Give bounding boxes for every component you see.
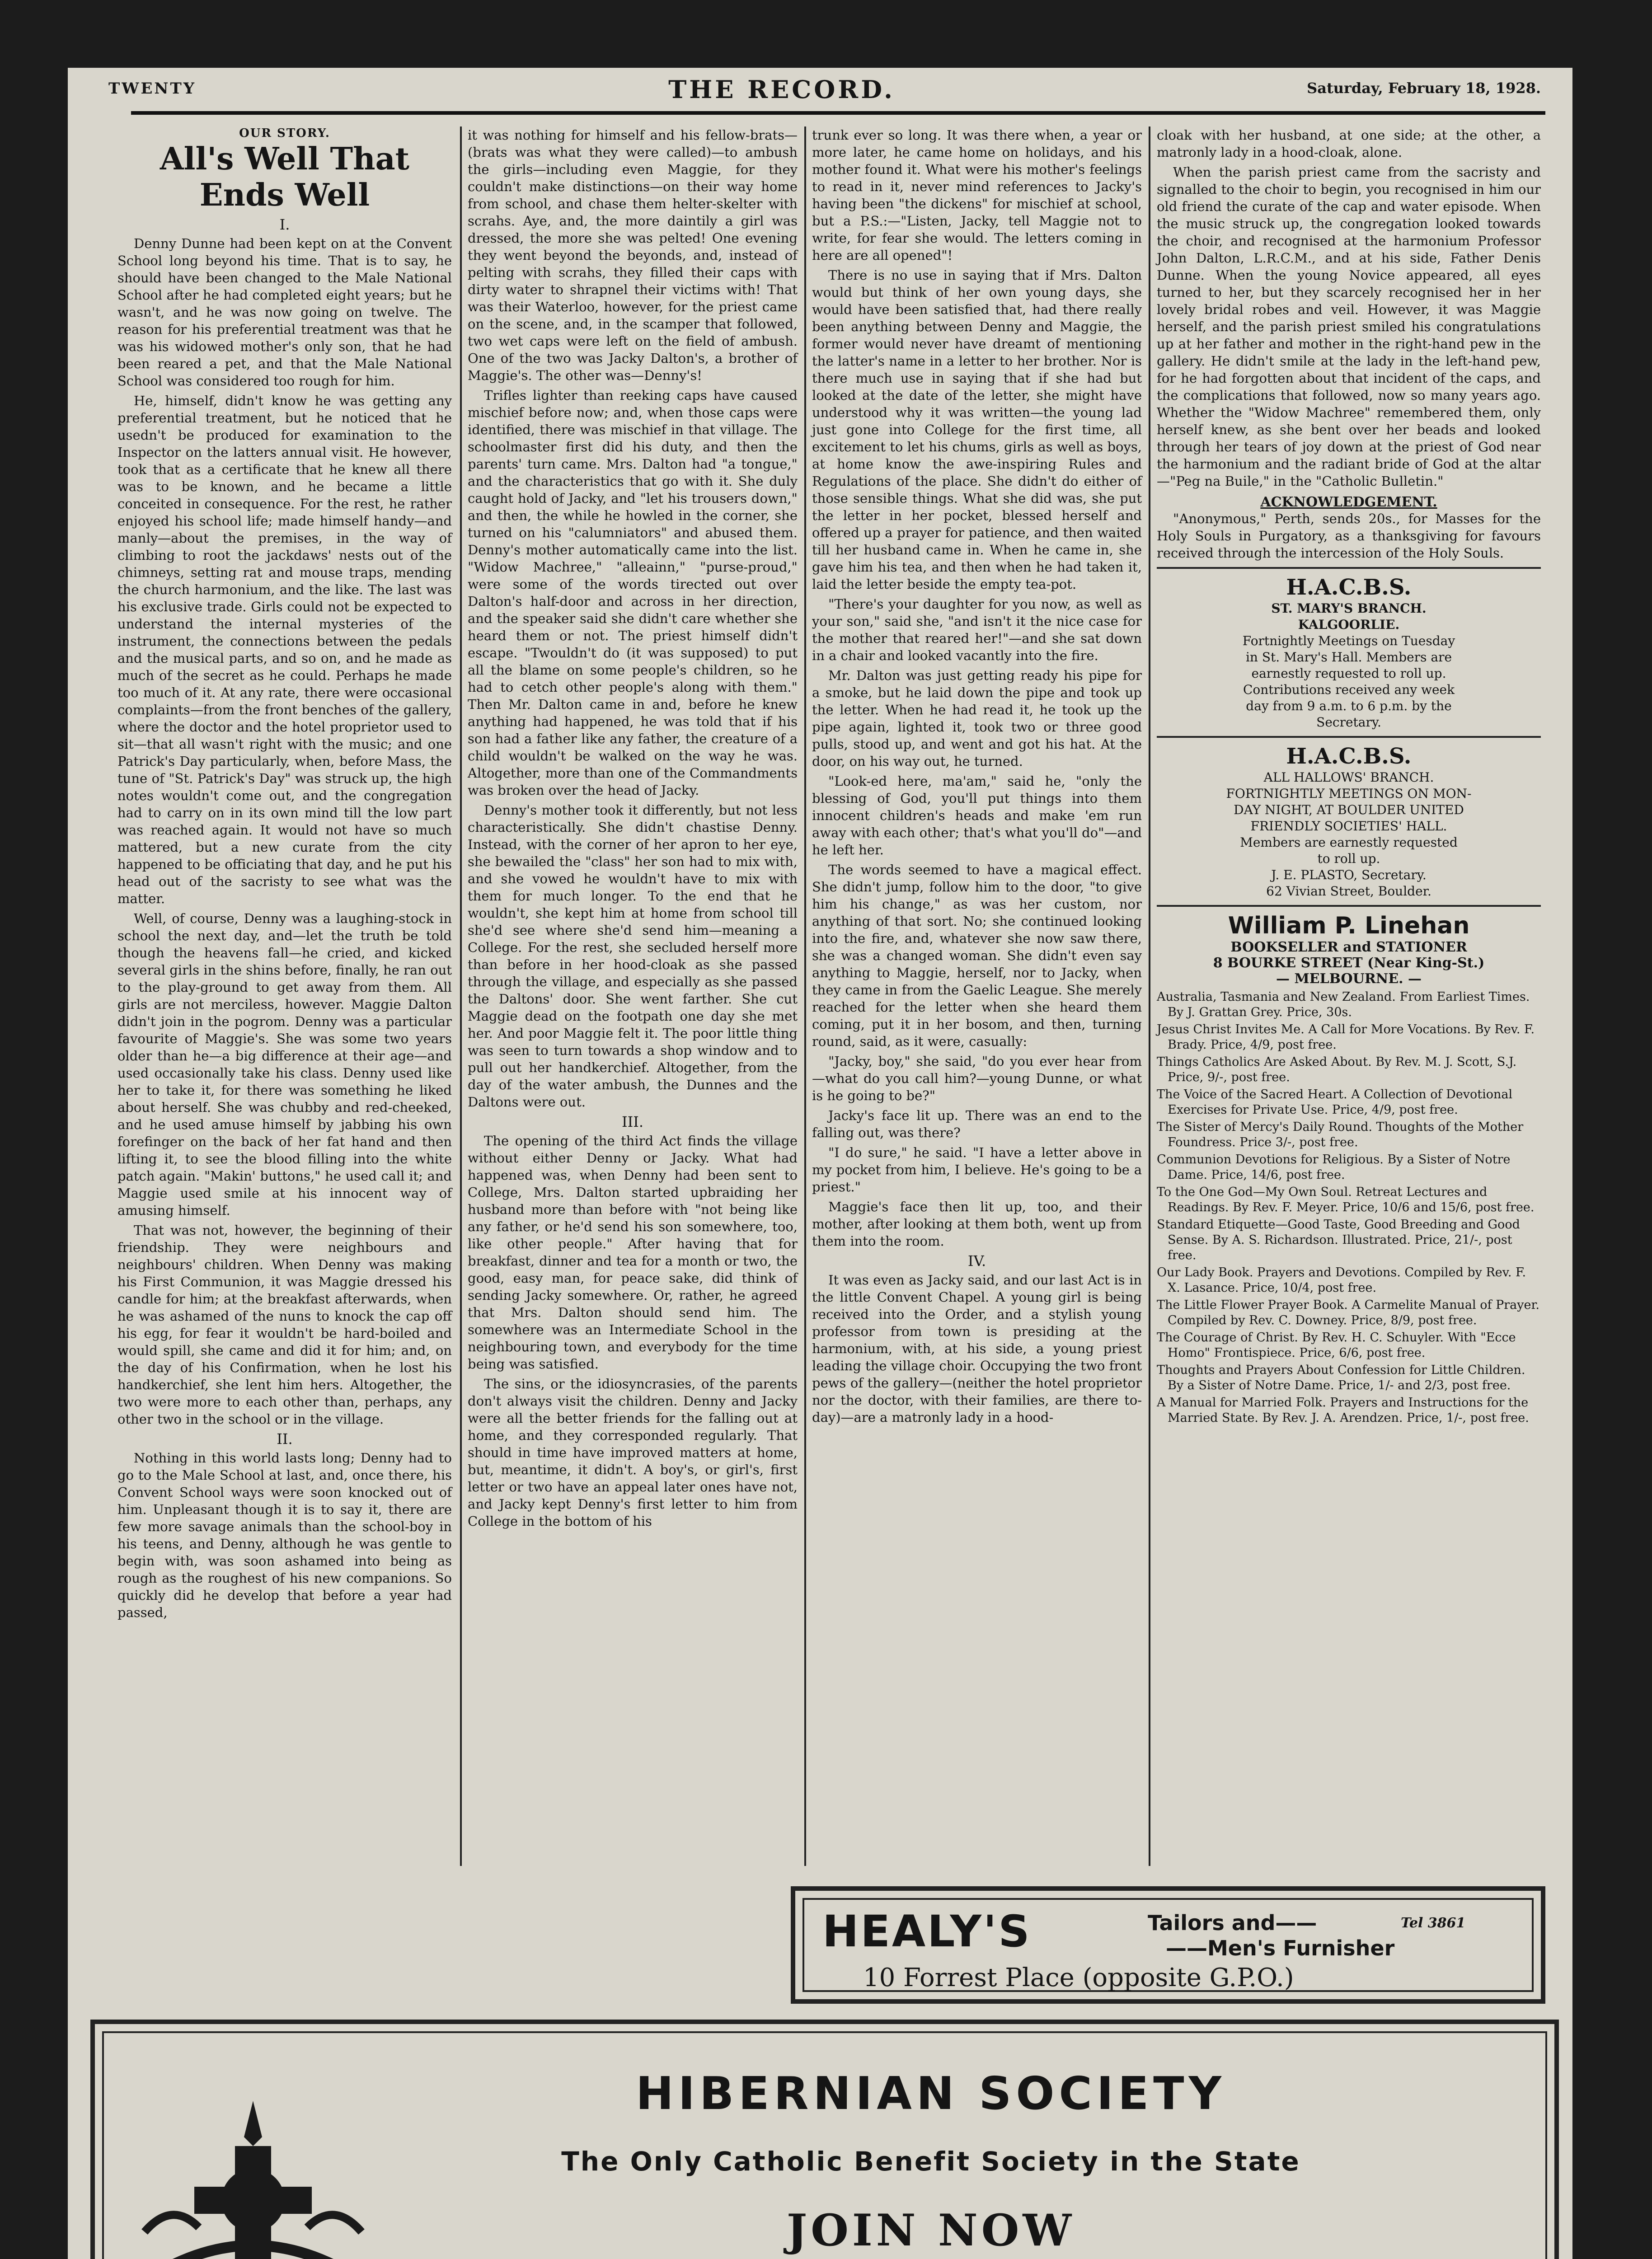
section-heading: III. (621, 1113, 644, 1130)
notice-line: day from 9 a.m. to 6 p.m. by the (1246, 698, 1452, 713)
story-paragraph: Denny Dunne had been kept on at the Convent School long beyond his time. That is to say, he should have been changed to the Male National School after he had completed eight years; but he wasn't, and he was now going on twelve. The reason for his preferential treatment was that he was his widowed mother's only son, that he had been reared a pet, and that the Male National School was considered too rough for him. (117, 236, 452, 389)
book-listing: Thoughts and Prayers About Confession for Little Children. By a Sister of Notre Dame. Price, 1/- and 2/3, post free. (1157, 1363, 1525, 1392)
notice-line: Contributions received any week (1243, 682, 1455, 697)
book-listing: Standard Etiquette—Good Taste, Good Breeding and Good Sense. By A. S. Richardson. Illustrated. Price, 21/-, post free. (1157, 1218, 1520, 1262)
story-column-1 (117, 127, 452, 1624)
hibernian-emblem-icon (127, 2083, 380, 2259)
hibernian-tagline: The Only Catholic Benefit Society in the State (561, 2146, 1300, 2177)
bookseller-trade: BOOKSELLER and STATIONER (1230, 939, 1467, 955)
story-paragraph: It was even as Jacky said, and our last Act is in the little Convent Chapel. A young girl is being received into the Order, and a stylish young professor from town is presiding at the harmonium, with, at his side, a young priest leading the village choir. Occupying the two front pews of the gallery—(neither the hotel proprietor nor the doctor, with their families, are there to-day)—are a matronly lady in a hood- (812, 1272, 1142, 1425)
book-listing: Jesus Christ Invites Me. A Call for More Vocations. By Rev. F. Brady. Price, 4/9, post free. (1157, 1022, 1535, 1052)
notice-line: Members are earnestly requested (1240, 835, 1458, 850)
bookseller-address: 8 BOURKE STREET (Near King-St.) (1213, 955, 1485, 971)
story-paragraph: "I do sure," he said. "I have a letter above in my pocket from him, I believe. He's going to be a priest." (812, 1145, 1142, 1195)
story-paragraph: The words seemed to have a magical effect. She didn't jump, follow him to the door, "to give him his change," as was her custom, nor anything of that sort. No; she continued looking into the fire, and, whatever she now saw there, she was a changed woman. She didn't even say anything to Maggie, herself, nor to Jacky, when they came in from the Gaelic League. She merely reached for the letter when she heard them coming, put it in her bosom, and then, turning round, said, as it were, casually: (812, 862, 1142, 1049)
story-paragraph: Well, of course, Denny was a laughing-stock in school the next day, and—let the truth be told though the heavens fall—he cried, and kicked several girls in the shins before, finally, he ran out to the play-ground to get away from them. All girls are not merciless, however. Maggie Dalton didn't join in the pogrom. Denny was a particular favourite of Maggie's. She was some two years older than he—a big difference at their age—and used occasionally take his class. Denny used like her to take it, for there was something he liked about herself. She was chubby and red-cheeked, and he used amuse himself by jabbing his own forefinger on the back of her fat hand and then lifting it, to see the blood filling into the white patch again. "Makin' buttons," he used call it; and Maggie used smile at his innocent way of amusing himself. (117, 911, 452, 1218)
hibernian-advert (90, 2020, 1559, 2259)
story-paragraph: Trifles lighter than reeking caps have caused mischief before now; and, when those caps were identified, there was mischief in that village. The schoolmaster first did his duty, and then the parents' turn came. Mrs. Dalton had "a tongue," and the characteristics that go with it. She duly caught hold of Jacky, and "let his trousers down," and then, the while he howled in the corner, she turned on his "calumniators" and abused them. Denny's mother automatically came into the list. "Widow Machree," "alleainn," "purse-proud," were some of the words tirected out over Dalton's half-door and across in her direction, and the speaker said she didn't care whether she heard them or not. The priest himself didn't escape. "Twouldn't do (it was supposed) to put all the blame on some people's children, so he had to cetch other people's along with them." Then Mr. Dalton came in and, before he knew anything had happened, he was told that if his son had a father like any father, the creature of a child wouldn't be walked on the way he was. Altogether, more than one of the Commandments was broken over the head of Jacky. (468, 388, 798, 798)
healys-line-2: ——Men's Furnisher (1166, 1936, 1395, 1960)
book-listing: Things Catholics Are Asked About. By Rev. M. J. Scott, S.J. Price, 9/-, post free. (1157, 1055, 1517, 1084)
story-paragraph: "Look-ed here, ma'am," said he, "only the blessing of God, you'll put things into them innocent children's heads and make 'em run away with each other; that's what you'll do"—and he left her. (812, 773, 1142, 858)
divider (1157, 567, 1541, 569)
story-paragraph: There is no use in saying that if Mrs. Dalton would but think of her own young days, she would have been satisfied that, had there really been anything between Denny and Maggie, the former would never have dreamt of mentioning the latter's name in a letter to her brother. Nor is there much use in saying that if she had but looked at the date of the letter, she might have understood why it was written—the young lad just gone into College for the first time, all excitement to let his chums, girls as well as boys, at home know the awe-inspiring Rules and Regulations of the place. She didn't do either of those sensible things. What she did was, she put the letter in her pocket, blessed herself and offered up a prayer for patience, and then waited till her husband came in. When he came in, she gave him his tea, and then when he had taken it, laid the letter beside the empty tea-pot. (812, 267, 1142, 592)
linehan-advert (1157, 912, 1541, 1426)
book-listing: The Courage of Christ. By Rev. H. C. Schuyler. With "Ecce Homo" Frontispiece. Price, 6/6, post free. (1157, 1331, 1516, 1360)
book-listing: Communion Devotions for Religious. By a Sister of Notre Dame. Price, 14/6, post free. (1157, 1153, 1511, 1182)
story-paragraph: it was nothing for himself and his fellow-brats—(brats was what they were called)—to ambush the girls—including even Maggie, for they couldn't make distinctions—on their way home from school, and chase them helter-skelter with scrahs. Aye, and, the more daintily a girl was dressed, the more she was pelted! One evening they went beyond the beyonds, and, instead of pelting with scrahs, they filled their caps with dirty water to shrapnel their victims with! That was their Waterloo, however, for the priest came on the scene, and, in the scamper that followed, two wet caps were left on the field of ambush. One of the two was Jacky Dalton's, a brother of Maggie's. The other was—Denny's! (468, 127, 798, 383)
story-column-2 (468, 127, 798, 1533)
story-paragraph: That was not, however, the beginning of their friendship. They were neighbours and neighbours' children. When Denny was making his First Communion, it was Maggie dressed his candle for him; at the breakfast afterwards, when he was ashamed of the nuns to knock the cap off his egg, for fear it wouldn't be hard-boiled and would spill, she came and did it for him; and, on the day of his Confirmation, when he lost his handkerchief, she lent him hers. Altogether, the two were more to each other than, perhaps, any other two in the school or in the village. (117, 1223, 452, 1427)
healys-advert (791, 1886, 1545, 2004)
notice-line: 62 Vivian Street, Boulder. (1266, 884, 1431, 899)
healys-name: HEALY'S (822, 1906, 1032, 1957)
story-column-3 (812, 127, 1142, 1429)
notice-line: to roll up. (1317, 851, 1380, 866)
book-listing: To the One God—My Own Soul. Retreat Lectures and Readings. By Rev. F. Meyer. Price, 10/6 and 15/6, post free. (1157, 1185, 1535, 1214)
hacbs-branch: ST. MARY'S BRANCH. (1271, 601, 1427, 616)
header-rule (131, 111, 1545, 115)
story-paragraph: The sins, or the idiosyncrasies, of the parents don't always visit the children. Denny and Jacky were all the better friends for the falling out at home, and they corresponded regularly. That should in time have improved matters at home, but, meantime, it didn't. A boy's, or girl's, first letter or two have an appeal later ones have not, and Jacky kept Denny's first letter to him from College in the bottom of his (468, 1376, 798, 1529)
section-heading: I. (279, 216, 290, 233)
column-rule (804, 127, 806, 1866)
notice-line: J. E. PLASTO, Secretary. (1271, 867, 1427, 882)
bookseller-city: — MELBOURNE. — (1276, 971, 1422, 987)
story-paragraph: "Jacky, boy," she said, "do you ever hear from—what do you call him?—young Dunne, or what is he going to be?" (812, 1054, 1142, 1103)
notice-line: FRIENDLY SOCIETIES' HALL. (1250, 819, 1447, 834)
notice-line: ALL HALLOWS' BRANCH. (1263, 770, 1434, 785)
column-rule (1149, 127, 1150, 1866)
column-rule (460, 127, 462, 1866)
notice-line: in St. Mary's Hall. Members are (1245, 650, 1452, 665)
story-paragraph: Nothing in this world lasts long; Denny had to go to the Male School at last, and, once there, his Convent School ways were soon knocked out of him. Unpleasant though it is to say it, there are few more savage animals than the school-boy in his teens, and Denny, although he was gentle to begin with, was soon ashamed into being as rough as the roughest of his new companions. So quickly did he develop that before a year had passed, (117, 1450, 452, 1620)
story-paragraph: cloak with her husband, at one side; at the other, a matronly lady in a hood-cloak, alone. (1157, 127, 1541, 160)
story-title: All's Well That Ends Well (160, 141, 410, 213)
story-paragraph: Denny's mother took it differently, but not less characteristically. She didn't chastise Denny. Instead, with the corner of her apron to her eye, she bewailed the "class" her son had to mix with, and she vowed he wouldn't have to mix with them for much longer. To the end that he wouldn't, she kept him at home from school till she'd see where she'd send him—meaning a College. For the rest, she secluded herself more than before in her hood-cloak as she passed through the village, and especially as she passed the Daltons' door. She went farther. She cut Maggie dead on the footpath one day she met her. And poor Maggie felt it. The poor little thing was seen to turn towards a shop window and to pull out her handkerchief. Altogether, from the day of the water ambush, the Dunnes and the Daltons were out. (468, 802, 798, 1110)
hibernian-title: HIBERNIAN SOCIETY (636, 2067, 1226, 2120)
divider (1157, 905, 1541, 907)
page-number: TWENTY (108, 80, 197, 98)
healys-line-1: Tailors and—— (1148, 1911, 1317, 1935)
newspaper-page (68, 68, 1572, 2259)
hacbs-place: KALGOORLIE. (1298, 617, 1400, 632)
notice-line: earnestly requested to roll up. (1251, 666, 1446, 681)
masthead: THE RECORD. (668, 75, 895, 104)
book-listing: Australia, Tasmania and New Zealand. From Earliest Times. By J. Grattan Grey. Price, 30s. (1157, 990, 1530, 1019)
healys-telephone: Tel 3861 (1401, 1915, 1466, 1931)
column-4 (1157, 127, 1541, 1428)
book-listing: Our Lady Book. Prayers and Devotions. Compiled by Rev. F. X. Lasance. Price, 10/4, post free. (1157, 1265, 1526, 1295)
acknowledgement-text: "Anonymous," Perth, sends 20s., for Masses for the Holy Souls in Purgatory, as a thanksgiving for favours received through the intercession of the Holy Souls. (1157, 511, 1541, 561)
hibernian-cta: JOIN NOW (786, 2205, 1075, 2256)
hacbs-title: H.A.C.B.S. (1286, 575, 1412, 600)
healys-address: 10 Forrest Place (opposite G.P.O.) (863, 1963, 1294, 1992)
story-paragraph: Mr. Dalton was just getting ready his pipe for a smoke, but he laid down the pipe and took up the letter. When he had read it, he took up the pipe again, lighted it, took two or three good pulls, stood up, and went and got his hat. At the door, on his way out, he turned. (812, 668, 1142, 769)
story-paragraph: trunk ever so long. It was there when, a year or more later, he came home on holidays, and his mother found it. What were his mother's feelings to read in it, never mind references to Jacky's having been "the dickens" for mischief at school, but a P.S.:—"Listen, Jacky, tell Maggie not to write, for fear she would. The letters coming in here are all opened"! (812, 127, 1142, 263)
section-heading: II. (277, 1430, 293, 1448)
story-paragraph: Jacky's face lit up. There was an end to the falling out, was there? (812, 1108, 1142, 1140)
book-listing: The Voice of the Sacred Heart. A Collection of Devotional Exercises for Private Use. Price, 4/9, post free. (1157, 1087, 1513, 1117)
section-heading: IV. (967, 1252, 986, 1270)
notice-line: Fortnightly Meetings on Tuesday (1242, 633, 1455, 648)
notice-line: DAY NIGHT, AT BOULDER UNITED (1234, 802, 1464, 817)
bookseller-name: William P. Linehan (1228, 912, 1470, 939)
hacbs-boulder-notice (1157, 743, 1541, 900)
hacbs-kalgoorlie-notice (1157, 574, 1541, 731)
story-paragraph: He, himself, didn't know he was getting any preferential treatment, but he noticed that he usedn't be produced for examination to the Inspector on the latters annual visit. He however, took that as a certificate that he knew all there was to be known, and he became a little conceited in consequence. For the rest, he rather enjoyed his school life; made himself handy—and manly—about the premises, in the way of climbing to root the jackdaws' nests out of the chimneys, setting rat and mouse traps, mending the church harmonium, and the like. The last was his exclusive trade. Girls could not be expected to understand the internal mysteries of the instrument, the connections between the pedals and the musical parts, and so on, and he made as much of the secret as he could. Perhaps he made too much of it. At any rate, there were occasional complaints—from the front benches of the gallery, where the doctor and the hotel proprietor used to sit—that all wasn't right with the music; and one Patrick's Day particularly, when, before Mass, the tune of "St. Patrick's Day" was struck up, the high notes wouldn't come out, and the congregation had to carry on in its own mind till the low part was reached again. It would not have so much mattered, but a new curate from the city happened to be officiating that day, and he put his head out of the sacristy to see what was the matter. (117, 393, 452, 906)
book-listing: A Manual for Married Folk. Prayers and Instructions for the Married State. By Rev. J. A. Arendzen. Price, 1/-, post free. (1157, 1396, 1529, 1425)
acknowledgement-heading: ACKNOWLEDGEMENT. (1260, 494, 1437, 510)
notice-line: FORTNIGHTLY MEETINGS ON MON- (1226, 786, 1472, 801)
divider (1157, 736, 1541, 738)
story-paragraph: When the parish priest came from the sacristy and signalled to the choir to begin, you recognised in him our old friend the curate of the cap and water episode. When the music struck up, the congregation looked towards the choir, and recognised at the harmonium Professor John Dalton, L.R.C.M., and at his side, Father Denis Dunne. When the young Novice appeared, all eyes turned to her, but they scarcely recognised her in her lovely bridal robes and veil. However, it was Maggie herself, and the parish priest smiled his congratulations up at her father and mother in the right-hand pew in the gallery. He didn't smile at the lady in the left-hand pew, for he had forgotten about that incident of the caps, and the complications that followed, now so many years ago. Whether the "Widow Machree" remembered them, only herself knew, as she bent over her beads and looked through her tears of joy down at the priest of God near the harmonium and the radiant bride of God at the altar—"Peg na Buile," in the "Catholic Bulletin." (1157, 164, 1541, 489)
story-paragraph: The opening of the third Act finds the village without either Denny or Jacky. What had happened was, when Denny had been sent to College, Mrs. Dalton started upbraiding her husband more than before with "not being like any father, or he'd send his son somewhere, too, like other people." After having that for breakfast, dinner and tea for a month or two, the good, easy man, for peace sake, did think of sending Jacky somewhere. Or, rather, he agreed that Mrs. Dalton should send him. The somewhere was an Intermediate School in the neighbouring town, and everybody for the time being was satisfied. (468, 1133, 798, 1372)
issue-date: Saturday, February 18, 1928. (1307, 80, 1541, 97)
notice-line: Secretary. (1316, 715, 1381, 730)
story-paragraph: "There's your daughter for you now, as well as your son," said she, "and isn't it the nice case for the mother that reared her!"—and she sat down in a chair and looked vacantly into the fire. (812, 596, 1142, 663)
story-paragraph: Maggie's face then lit up, too, and their mother, after looking at them both, went up from them into the room. (812, 1199, 1142, 1249)
book-listing: The Little Flower Prayer Book. A Carmelite Manual of Prayer. Compiled by Rev. C. Downey. Price, 8/9, post free. (1157, 1298, 1539, 1327)
hacbs-title: H.A.C.B.S. (1286, 744, 1412, 769)
book-listing: The Sister of Mercy's Daily Round. Thoughts of the Mother Foundress. Price 3/-, post free. (1157, 1120, 1524, 1149)
story-eyebrow: OUR STORY. (239, 127, 330, 140)
